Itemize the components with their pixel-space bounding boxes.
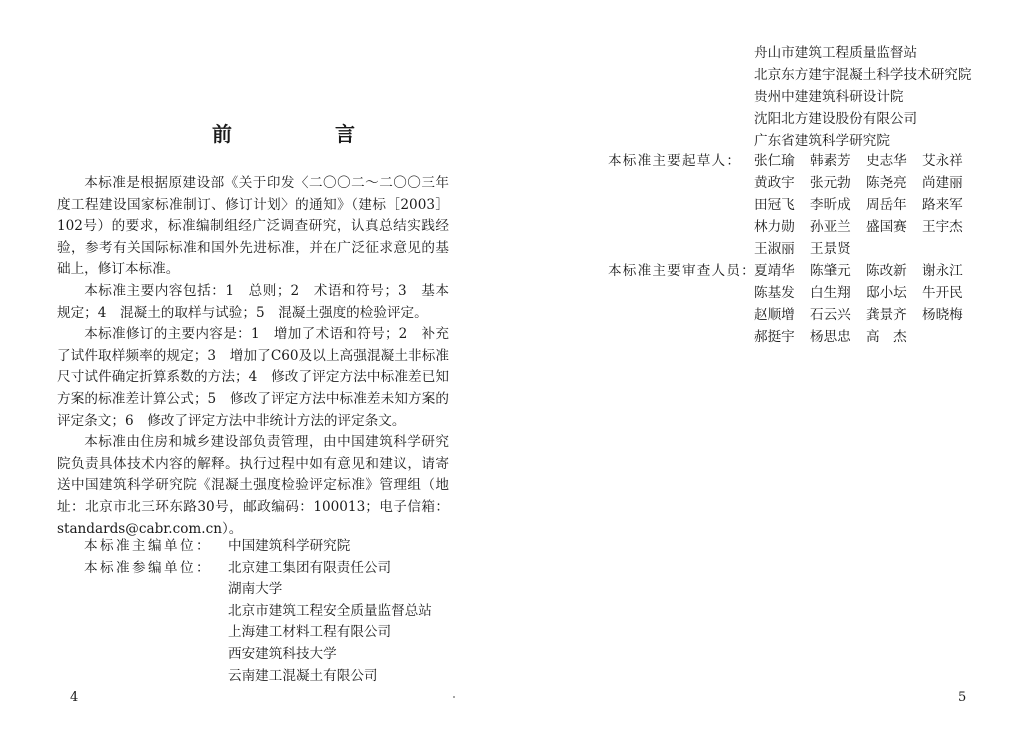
participating-unit: 上海建工材料工程有限公司 — [228, 624, 392, 641]
drafter-name: 韩素芳 — [810, 153, 851, 169]
reviewer-name: 陈改新 — [866, 263, 907, 279]
drafter-name: 张元勃 — [810, 175, 851, 191]
drafters-label: 本标准主要起草人： — [608, 153, 742, 169]
foreword-body — [57, 173, 449, 540]
reviewer-name: 白生翔 — [810, 285, 851, 301]
drafter-name: 路来军 — [922, 197, 963, 213]
drafter-name: 史志华 — [866, 153, 907, 169]
reviewer-name: 龚景齐 — [866, 307, 907, 323]
reviewer-name: 杨思忠 — [810, 329, 851, 345]
drafter-name: 黄政宇 — [754, 175, 795, 191]
participating-unit: 广东省建筑科学研究院 — [754, 133, 890, 149]
reviewer-name: 牛开民 — [922, 285, 963, 301]
participating-unit: 北京东方建宇混凝土科学技术研究院 — [754, 67, 972, 83]
drafter-name: 王宇杰 — [922, 219, 963, 235]
drafter-name: 周岳年 — [866, 197, 907, 213]
drafter-name: 林力勋 — [754, 219, 795, 235]
paragraph-revisions: 本标准修订的主要内容是：1 增加了术语和符号；2 补充了试件取样频率的规定；3 增加了C60及以上高强混凝土非标准尺寸试件确定折算系数的方法；4 修改了评定方法中标准差已知方案的标准差计算公式；5 修改了评定方法中标准差未知方案的评定条文；6 修改了评定方法中非统计方法的评定条文。 — [57, 326, 449, 429]
drafter-name: 陈尧亮 — [866, 175, 907, 191]
reviewer-name: 陈肇元 — [810, 263, 851, 279]
participating-unit: 舟山市建筑工程质量监督站 — [754, 45, 918, 61]
reviewer-name: 杨晓梅 — [922, 307, 963, 323]
chief-unit-label: 本标准主编单位： — [84, 538, 212, 554]
drafters-row — [608, 150, 978, 260]
drafter-name: 孙亚兰 — [810, 219, 851, 235]
scan-dot — [453, 696, 455, 698]
paragraph-management: 本标准由住房和城乡建设部负责管理，由中国建筑科学研究院负责具体技术内容的解释。执行过程中如有意见和建议，请寄送中国建筑科学研究院《混凝土强度检验评定标准》管理组（地址：北京市北三环东路30号，邮政编码：100013；电子信箱：standards@cabr.com.cn）。 — [57, 434, 449, 537]
participating-unit: 西安建筑科技大学 — [228, 645, 337, 662]
reviewers-row — [608, 260, 978, 348]
drafters-list — [754, 150, 978, 260]
right-page — [508, 0, 1015, 733]
reviewers-list — [754, 260, 978, 348]
reviewer-name: 陈基发 — [754, 285, 795, 301]
participating-unit: 北京建工集团有限责任公司 — [228, 559, 392, 576]
drafter-name: 艾永祥 — [922, 153, 963, 169]
paragraph-contents: 本标准主要内容包括：1 总则；2 术语和符号；3 基本规定；4 混凝土的取样与试验；5 混凝土强度的检验评定。 — [57, 282, 449, 321]
paragraph-background: 本标准是根据原建设部《关于印发〈二〇〇二～二〇〇三年度工程建设国家标准制订、修订计划〉的通知》（建标［2003］102号）的要求，标准编制组经广泛调查研究，认真总结实践经验，参考有关国际标准和国外先进标准，并在广泛征求意见的基础上，修订本标准。 — [57, 175, 449, 278]
drafter-name: 盛国赛 — [866, 219, 907, 235]
chief-unit-row — [57, 536, 457, 558]
participating-units-continued — [754, 42, 972, 152]
chief-unit: 中国建筑科学研究院 — [228, 538, 351, 554]
reviewer-name: 石云兴 — [810, 307, 851, 323]
drafter-name: 张仁瑜 — [754, 153, 795, 169]
reviewer-name: 谢永江 — [922, 263, 963, 279]
participating-unit: 云南建工混凝土有限公司 — [228, 667, 378, 684]
drafter-name: 田冠飞 — [754, 197, 795, 213]
participating-units-row — [57, 558, 457, 688]
drafter-name: 王淑丽 — [754, 241, 795, 257]
participating-unit: 贵州中建建筑科研设计院 — [754, 89, 904, 105]
reviewer-name: 高 杰 — [866, 329, 907, 345]
reviewer-name: 邸小坛 — [866, 285, 907, 301]
participating-unit: 沈阳北方建设股份有限公司 — [754, 111, 918, 127]
drafter-name: 王景贤 — [810, 241, 851, 257]
reviewer-name: 夏靖华 — [754, 263, 795, 279]
participating-unit: 北京市建筑工程安全质量监督总站 — [228, 602, 432, 619]
drafter-name: 尚建丽 — [922, 175, 963, 191]
reviewer-name: 郝挺宇 — [754, 329, 795, 345]
participating-units-label: 本标准参编单位： — [84, 559, 212, 576]
page-number: 4 — [70, 690, 79, 705]
participating-unit: 湖南大学 — [228, 581, 283, 598]
participating-units-list — [228, 558, 432, 688]
editing-units — [57, 536, 457, 687]
reviewer-name: 赵顺增 — [754, 307, 795, 323]
drafter-name: 李昕成 — [810, 197, 851, 213]
page-number: 5 — [958, 690, 967, 705]
left-page — [0, 0, 507, 733]
people-section — [608, 150, 978, 348]
page-title: 前 言 — [212, 122, 403, 146]
reviewers-label: 本标准主要审查人员： — [608, 263, 756, 279]
